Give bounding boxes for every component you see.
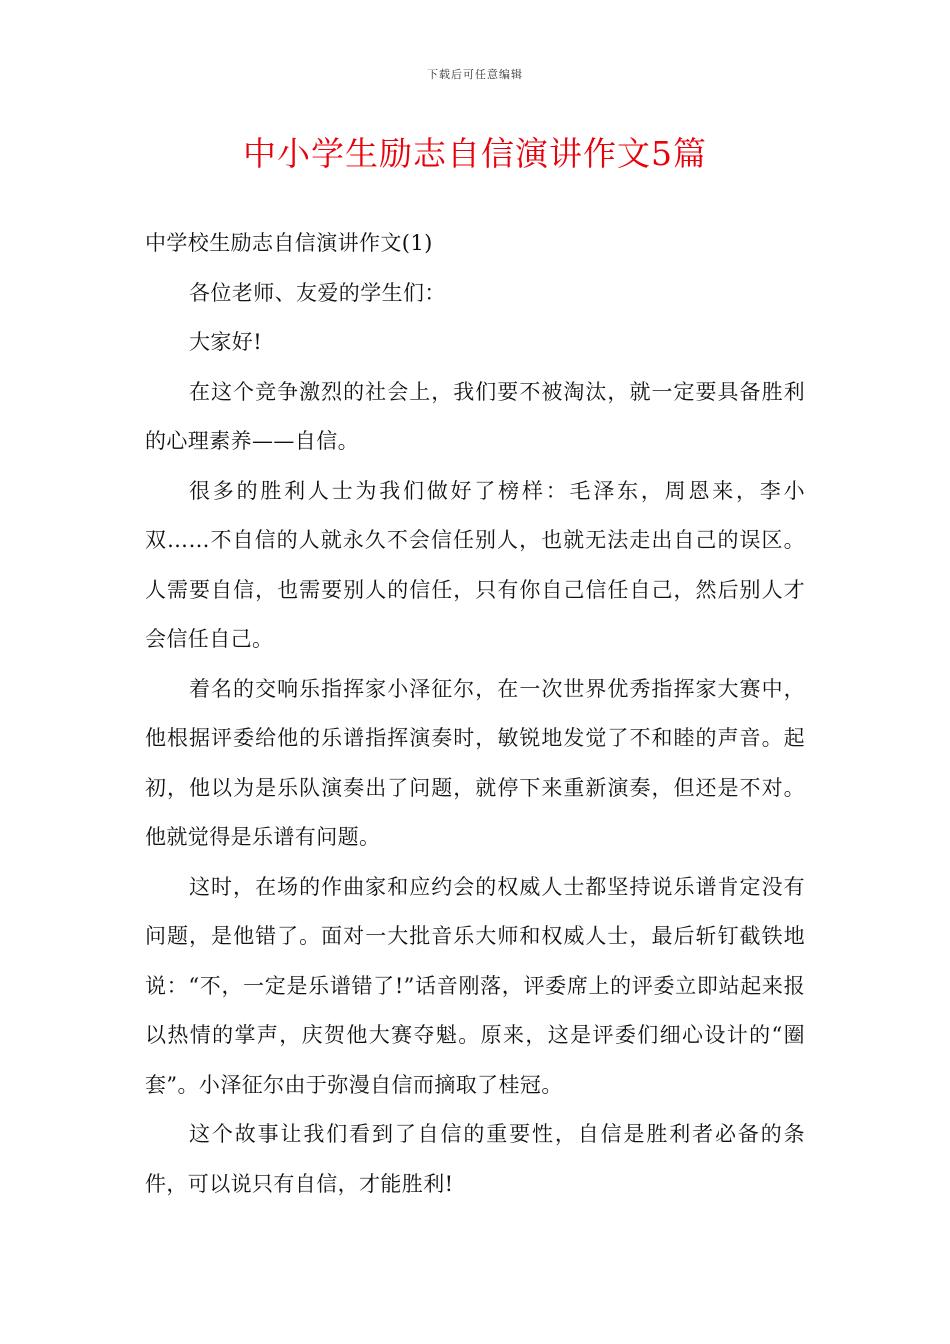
paragraph-role-models: 很多的胜利人士为我们做好了榜样：毛泽东，周恩来，李小双……不自信的人就永久不会信任别人，也就无法走出自己的误区。人需要自信，也需要别人的信任，只有你自己信任自己，然后别人才会信任自己。 (145, 478, 805, 651)
paragraph-greeting: 各位老师、友爱的学生们： (189, 280, 446, 305)
paragraph-conductor-story: 着名的交响乐指挥家小泽征尔，在一次世界优秀指挥家大赛中，他根据评委给他的乐谱指挥演奏时，敏锐地发觉了不和睦的声音。起初，他以为是乐队演奏出了问题，就停下来重新演奏，但还是不对。他就觉得是乐谱有问题。 (145, 676, 805, 849)
paragraph-hello: 大家好! (189, 330, 263, 354)
paragraph-conclusion: 这个故事让我们看到了自信的重要性，自信是胜利者必备的条件，可以说只有自信，才能胜利! (145, 1122, 805, 1196)
document-body (145, 219, 805, 1209)
document-title: 中小学生励志自信演讲作文5篇 (243, 134, 707, 173)
paragraph-competition: 在这个竞争激烈的社会上，我们要不被淘汰，就一定要具备胜利的心理素养——自信。 (145, 379, 805, 453)
section-heading: 中学校生励志自信演讲作文(1) (145, 231, 433, 255)
header-note: 下载后可任意编辑 (427, 68, 523, 81)
paragraph-story-climax: 这时，在场的作曲家和应约会的权威人士都坚持说乐谱肯定没有问题，是他错了。面对一大批音乐大师和权威人士，最后斩钉截铁地说：“不，一定是乐谱错了!”话音刚落，评委席上的评委立即站起来报以热情的掌声，庆贺他大赛夺魁。原来，这是评委们细心设计的“圈套”。小泽征尔由于弥漫自信而摘取了桂冠。 (145, 874, 805, 1097)
